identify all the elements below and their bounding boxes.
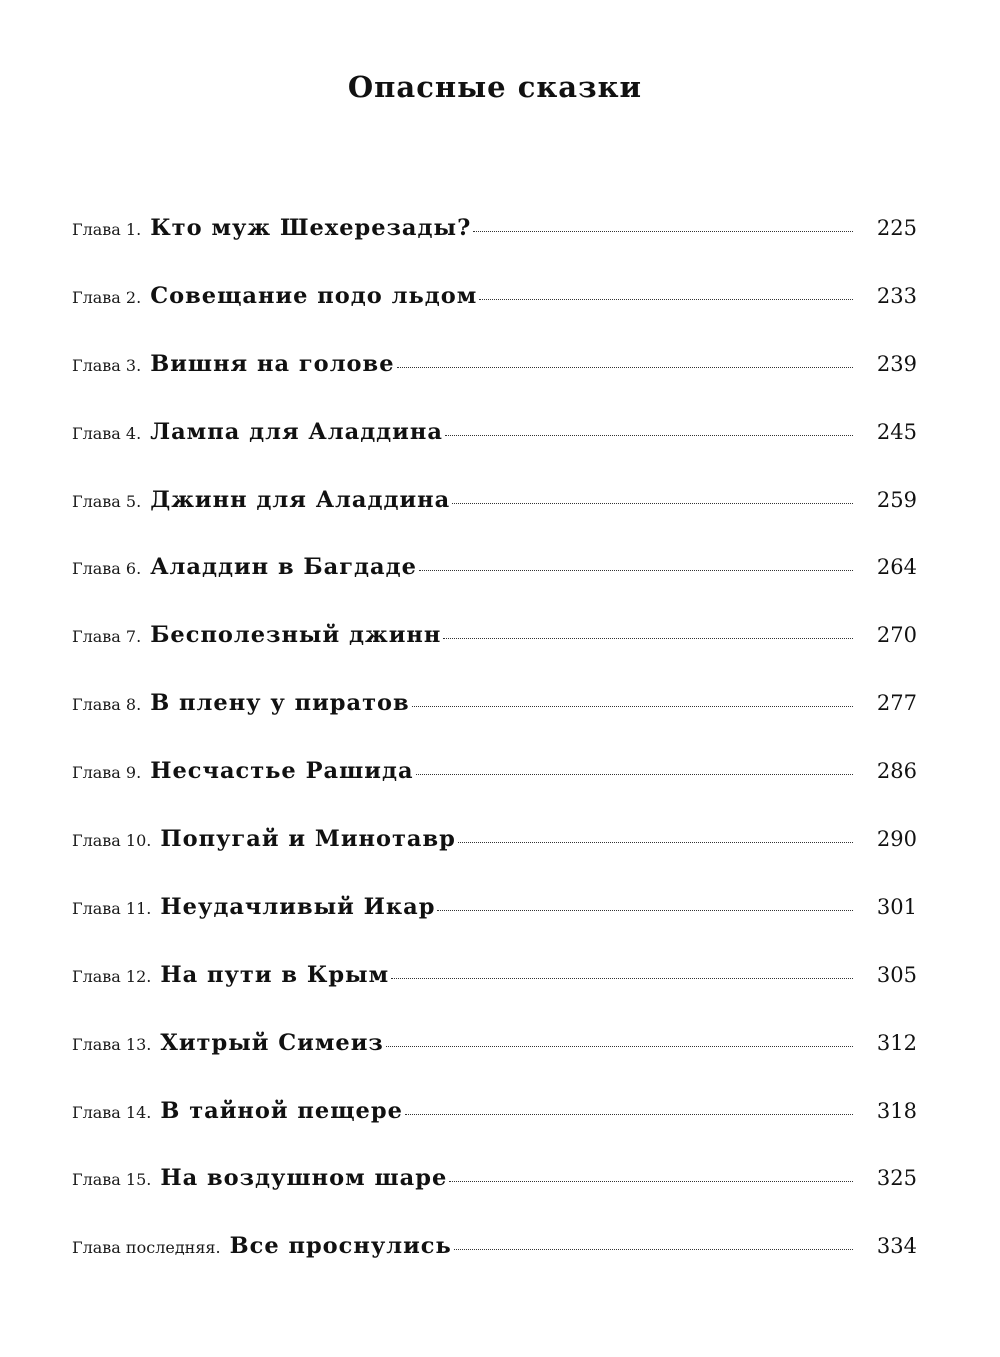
toc-entry[interactable] (72, 947, 917, 1015)
chapter-number: Глава 1. (72, 220, 142, 239)
page-number: 225 (876, 216, 917, 240)
dot-leader (443, 638, 853, 639)
toc-entry[interactable] (72, 200, 917, 268)
dot-leader (412, 706, 853, 707)
page-number: 239 (876, 351, 917, 376)
chapter-title: Несчастье Рашида (150, 758, 414, 785)
chapter-title: Совещание подо льдом (150, 282, 478, 309)
page-number: 312 (876, 1030, 917, 1055)
chapter-title: Лампа для Аладдина (150, 418, 443, 445)
chapter-title: На пути в Крым (160, 961, 390, 988)
dot-leader (419, 570, 853, 571)
chapter-title: Аладдин в Багдаде (150, 554, 417, 581)
chapter-title: В тайной пещере (160, 1097, 403, 1124)
page-number: 305 (876, 962, 917, 987)
page-title: Опасные сказки (347, 70, 643, 104)
dot-leader (479, 299, 853, 300)
chapter-title: Вишня на голове (150, 350, 395, 377)
toc-entry[interactable] (72, 1150, 917, 1218)
dot-leader (454, 1249, 853, 1250)
page-number: 286 (876, 759, 917, 784)
chapter-number: Глава 14. (72, 1102, 152, 1122)
page-number: 318 (876, 1098, 917, 1123)
page-number: 245 (876, 419, 917, 444)
page-number: 301 (876, 894, 917, 919)
toc-entry[interactable] (72, 268, 917, 336)
table-of-contents (72, 200, 917, 1286)
dot-leader (452, 503, 853, 504)
page-number: 325 (876, 1166, 917, 1191)
dot-leader (445, 435, 853, 436)
page-number: 277 (876, 691, 917, 716)
dot-leader (458, 842, 853, 843)
chapter-title: Неудачливый Икар (160, 893, 436, 920)
chapter-number: Глава 12. (72, 966, 152, 986)
chapter-title: На воздушном шаре (160, 1165, 448, 1192)
chapter-title: В плену у пиратов (150, 690, 410, 717)
toc-entry[interactable] (72, 879, 917, 947)
toc-entry[interactable] (72, 1083, 917, 1151)
toc-entry[interactable] (72, 675, 917, 743)
chapter-title: Попугай и Минотавр (160, 826, 456, 853)
dot-leader (437, 910, 853, 911)
chapter-title: Хитрый Симеиз (160, 1029, 384, 1056)
toc-entry[interactable] (72, 811, 917, 879)
chapter-number: Глава последняя. (72, 1238, 221, 1258)
page-number: 334 (876, 1234, 917, 1259)
chapter-number: Глава 8. (72, 695, 142, 715)
dot-leader (386, 1046, 853, 1047)
chapter-number: Глава 9. (72, 763, 142, 783)
chapter-number: Глава 7. (72, 627, 142, 647)
chapter-title: Все проснулись (229, 1233, 452, 1260)
chapter-number: Глава 2. (72, 287, 142, 307)
dot-leader (416, 774, 853, 775)
toc-entry[interactable] (72, 743, 917, 811)
page-number: 290 (876, 827, 917, 852)
toc-entry[interactable] (72, 539, 917, 607)
dot-leader (397, 367, 853, 368)
dot-leader (449, 1181, 853, 1182)
dot-leader (473, 231, 853, 232)
chapter-title: Кто муж Шехерезады? (150, 215, 472, 241)
chapter-title: Джинн для Аладдина (150, 486, 451, 513)
toc-entry[interactable] (72, 336, 917, 404)
toc-entry[interactable] (72, 607, 917, 675)
dot-leader (405, 1114, 853, 1115)
chapter-number: Глава 10. (72, 831, 152, 851)
chapter-number: Глава 5. (72, 491, 142, 511)
chapter-number: Глава 15. (72, 1170, 152, 1190)
dot-leader (391, 978, 853, 979)
chapter-number: Глава 11. (72, 898, 152, 918)
page-number: 270 (876, 623, 917, 648)
toc-entry[interactable] (72, 472, 917, 540)
chapter-number: Глава 13. (72, 1034, 152, 1054)
chapter-number: Глава 3. (72, 355, 142, 375)
chapter-number: Глава 6. (72, 559, 142, 579)
toc-entry[interactable] (72, 404, 917, 472)
chapter-title: Бесполезный джинн (150, 622, 442, 649)
page-number: 259 (876, 487, 917, 512)
page-number: 264 (876, 555, 917, 580)
page-number: 233 (876, 283, 917, 308)
toc-entry[interactable] (72, 1218, 917, 1286)
chapter-number: Глава 4. (72, 423, 142, 443)
toc-entry[interactable] (72, 1015, 917, 1083)
